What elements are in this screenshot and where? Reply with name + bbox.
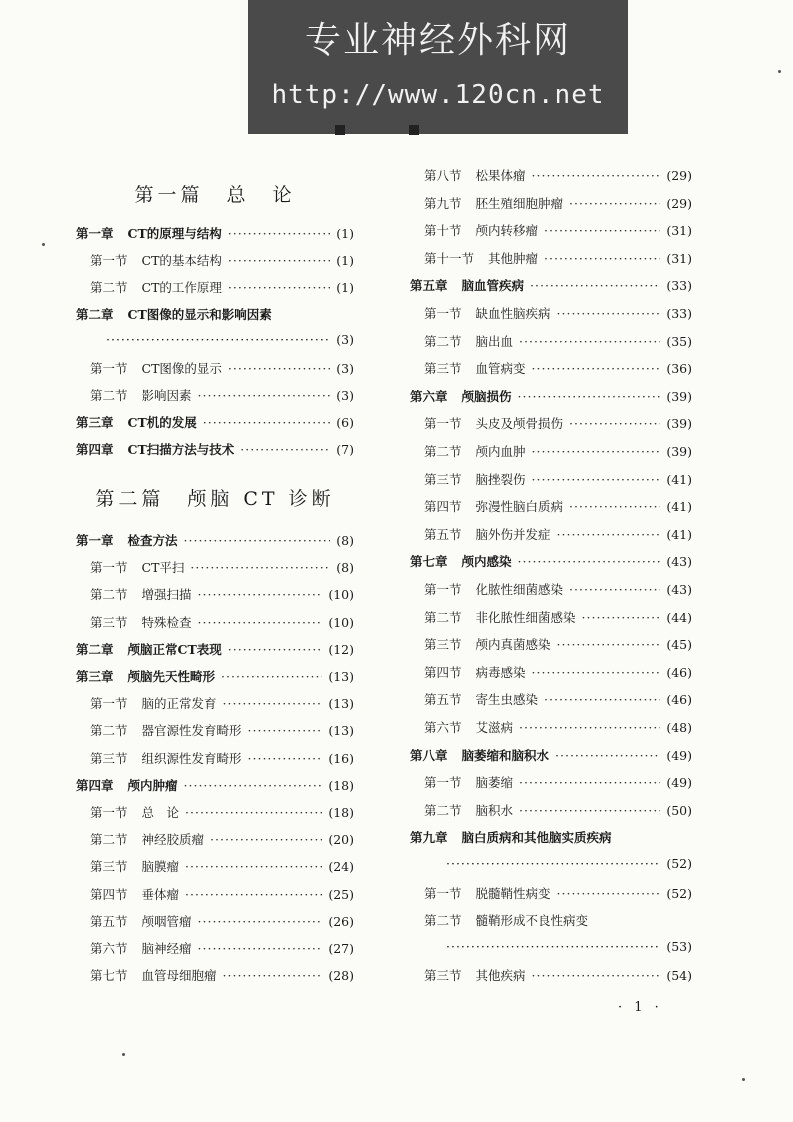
toc-title: 总 论 [141,805,180,820]
toc-section[interactable] [410,911,692,929]
toc-title: 颅脑正常CT表现 [127,641,222,657]
toc-page: (39) [666,416,692,432]
toc-page: (10) [328,587,354,603]
leader-dots [228,642,323,657]
toc-number: 第三节 [424,968,462,984]
toc-title: 其他疾病 [475,968,526,984]
toc-chapter[interactable] [410,276,692,294]
toc-number: 第二章 [76,307,114,322]
toc-page: (13) [328,696,354,712]
leader-dots [240,442,330,457]
toc-title: 颅脑先天性畸形 [127,669,216,684]
toc-number: 第二节 [90,832,128,848]
toc-title: 颅咽管瘤 [141,913,192,929]
toc-chapter[interactable] [410,828,692,846]
toc-number: 第一节 [90,805,128,820]
leader-dots [532,472,661,487]
toc-number: 第三节 [424,637,462,653]
leader-dots [544,692,660,707]
toc-chapter[interactable] [76,413,354,431]
toc-number: 第五节 [90,913,128,929]
toc-page: (18) [328,777,354,793]
toc-title: 颅内血肿 [475,444,526,459]
toc-number: 第八节 [424,168,462,183]
toc-number: 第三节 [424,471,462,487]
leader-dots [221,669,322,684]
toc-number: 第一节 [424,306,462,321]
toc-number: 第二节 [424,333,462,349]
toc-section[interactable] [76,803,354,821]
toc-title: 血管病变 [475,361,526,377]
leader-dots [557,886,661,901]
toc-number: 第五节 [424,526,462,542]
toc-page: (13) [328,723,354,739]
toc-section[interactable] [410,690,692,708]
toc-page: (43) [666,582,692,597]
toc-title: 神经胶质瘤 [141,832,205,848]
leader-dots [569,499,660,514]
scan-speck [778,70,781,73]
toc-section[interactable] [76,251,354,269]
toc-number: 第六章 [410,388,448,404]
toc-page: (13) [328,669,354,684]
toc-title: CT的工作原理 [141,280,222,295]
toc-chapter[interactable] [410,746,692,764]
leader-dots [198,914,323,929]
leader-dots [557,306,661,321]
toc-page: (41) [666,499,692,515]
toc-title: CT机的发展 [127,415,197,430]
toc-title: CT的基本结构 [141,253,222,268]
toc-title: 器官源性发育畸形 [141,723,242,739]
toc-title: 其他肿瘤 [488,250,539,266]
toc-section[interactable] [76,830,354,848]
leader-dots [532,665,661,680]
toc-page: (16) [328,750,354,766]
toc-section[interactable] [410,884,692,902]
toc-title: 化脓性细菌感染 [475,582,564,597]
leader-dots [518,389,661,404]
leader-dots [555,748,660,763]
toc-number: 第十一节 [424,250,475,266]
toc-chapter[interactable] [76,776,354,794]
toc-number: 第一节 [424,416,462,432]
toc-title: 脑出血 [475,333,514,349]
toc-section[interactable] [410,580,692,598]
toc-number: 第四章 [76,442,114,457]
toc-title: CT扫描方法与技术 [127,442,235,457]
leader-dots [569,416,660,431]
toc-section[interactable] [76,359,354,377]
toc-page: (12) [328,641,354,657]
toc-page: (49) [666,747,692,763]
leader-dots [519,720,660,735]
toc-title: 头皮及颅骨损伤 [475,416,564,432]
toc-number: 第三节 [90,750,128,766]
toc-title: 弥漫性脑白质病 [475,499,564,515]
toc-section[interactable] [410,442,692,460]
toc-section[interactable] [410,801,692,819]
toc-number: 第四节 [424,664,462,680]
toc-number: 第二节 [90,280,128,295]
toc-page: (39) [666,444,692,459]
toc-title: 脑血管疾病 [461,278,525,294]
toc-number: 第二节 [90,723,128,739]
part-heading: 第二篇 颅脑 CT 诊断 [95,488,335,510]
toc-chapter[interactable] [410,552,692,570]
toc-page: (31) [666,250,692,266]
leader-dots [190,560,330,575]
toc-continuation-line [410,856,692,871]
toc-section[interactable] [410,332,692,350]
leader-dots [557,527,661,542]
toc-section[interactable] [410,470,692,488]
toc-number: 第九章 [410,830,448,846]
toc-section[interactable] [410,966,692,984]
toc-section[interactable] [76,885,354,903]
toc-section[interactable] [76,749,354,767]
toc-page: (26) [328,913,354,929]
watermark-url: http://www.120cn.net [271,80,605,110]
toc-title: 颅内肿瘤 [127,777,178,793]
toc-title: 脑萎缩和脑积水 [461,747,550,763]
leader-dots [203,415,331,430]
leader-dots [569,196,660,211]
leader-dots [106,332,330,347]
leader-dots [198,941,323,956]
toc-page: (1) [336,253,354,268]
toc-page: (1) [336,280,354,295]
toc-title: 影响因素 [141,388,192,403]
toc-number: 第一节 [90,560,128,576]
toc-page: (36) [666,361,692,377]
toc-number: 第三节 [424,361,462,377]
toc-title: 增强扫描 [141,587,192,603]
toc-page: (8) [336,533,354,548]
toc-section[interactable] [410,249,692,267]
toc-section[interactable] [410,497,692,515]
toc-title: 艾滋病 [475,720,514,735]
toc-page: (46) [666,692,692,708]
toc-chapter[interactable] [76,531,354,549]
leader-dots [223,968,323,983]
toc-title: CT的原理与结构 [127,226,222,241]
toc-chapter[interactable] [76,440,354,458]
toc-number: 第一节 [90,696,128,712]
toc-section[interactable] [76,558,354,576]
toc-page: (28) [328,968,354,984]
toc-page: (31) [666,223,692,239]
toc-section[interactable] [76,721,354,739]
toc-title: 脑萎缩 [475,775,514,791]
toc-title: 寄生虫感染 [475,692,539,708]
toc-title: 脑积水 [475,802,514,818]
toc-number: 第一节 [90,253,128,268]
toc-title: 胚生殖细胞肿瘤 [475,195,564,211]
toc-page: (48) [666,720,692,735]
leader-dots [228,253,330,268]
leader-dots [569,582,660,597]
toc-page: (18) [328,805,354,820]
toc-number: 第二节 [90,388,128,403]
leader-dots [198,615,323,630]
toc-title: 脑膜瘤 [141,859,180,875]
toc-number: 第二节 [424,913,462,929]
toc-title: 颅内转移瘤 [475,223,539,239]
toc-section[interactable] [76,613,354,631]
toc-section[interactable] [76,278,354,296]
toc-section[interactable] [410,304,692,322]
toc-page: (39) [666,388,692,404]
toc-section[interactable] [76,386,354,404]
covered-heading-remnant [325,125,435,135]
toc-title: 垂体瘤 [141,886,180,902]
toc-page: (29) [666,168,692,183]
toc-title: 颅内感染 [461,554,512,570]
toc-number: 第三章 [76,415,114,430]
toc-title: 髓鞘形成不良性病变 [475,913,589,929]
toc-number: 第十节 [424,223,462,239]
toc-page: (45) [666,637,692,653]
toc-number: 第三节 [90,859,128,875]
toc-section[interactable] [410,166,692,184]
toc-number: 第四节 [424,499,462,515]
toc-title: 颅内真菌感染 [475,637,551,653]
leader-dots [228,280,330,295]
toc-section[interactable] [410,718,692,736]
leader-dots [532,168,661,183]
toc-section[interactable] [76,694,354,712]
toc-number: 第二章 [76,641,114,657]
toc-number: 第七章 [410,554,448,570]
toc-number: 第七节 [90,968,128,984]
toc-chapter[interactable] [76,640,354,658]
leader-dots [185,859,322,874]
toc-page: (41) [666,471,692,487]
toc-section[interactable] [410,773,692,791]
toc-page: (10) [328,614,354,630]
toc-number: 第二节 [90,587,128,603]
toc-title: 脑神经瘤 [141,941,192,956]
toc-section[interactable] [410,359,692,377]
toc-page: (41) [666,526,692,542]
leader-dots [184,533,331,548]
toc-section[interactable] [76,857,354,875]
leader-dots [532,444,661,459]
leader-dots [557,637,661,652]
leader-dots [519,775,660,790]
toc-title: 非化脓性细菌感染 [475,609,576,625]
toc-number: 第一节 [90,361,128,376]
page-number: · 1 · [618,1000,663,1015]
toc-title: CT图像的显示和影响因素 [127,307,272,322]
scan-speck [42,243,45,246]
toc-page: (25) [328,886,354,902]
toc-page: (29) [666,195,692,211]
leader-dots [544,223,660,238]
toc-number: 第八章 [410,747,448,763]
toc-page: (46) [666,664,692,680]
leader-dots [185,805,322,820]
watermark-banner [248,0,628,134]
toc-number: 第五节 [424,692,462,708]
toc-title: 脑的正常发育 [141,696,217,712]
leader-dots [198,587,323,602]
toc-title: 松果体瘤 [475,168,526,183]
toc-title: 脑白质病和其他脑实质疾病 [461,830,612,846]
leader-dots [518,554,661,569]
toc-page: (20) [328,832,354,848]
toc-page: (3) [336,361,354,376]
toc-number: 第六节 [424,720,462,735]
toc-page: (52) [666,885,692,901]
toc-title: 颅脑损伤 [461,388,512,404]
toc-number: 第九节 [424,195,462,211]
leader-dots [544,251,660,266]
toc-title: 组织源性发育畸形 [141,750,242,766]
toc-section[interactable] [410,608,692,626]
toc-page: (24) [328,859,354,875]
leader-dots [519,803,660,818]
toc-chapter[interactable] [76,224,354,242]
leader-dots [446,939,660,954]
toc-title: 缺血性脑疾病 [475,306,551,321]
toc-title: 检查方法 [127,533,178,548]
leader-dots [184,778,323,793]
toc-page: (7) [336,442,354,457]
leader-dots [530,278,660,293]
toc-page: (3) [336,332,354,347]
toc-title: 脑外伤并发症 [475,526,551,542]
leader-dots [532,968,661,983]
toc-title: 血管母细胞瘤 [141,968,217,984]
toc-section[interactable] [76,912,354,930]
toc-number: 第一章 [76,226,114,241]
toc-number: 第二节 [424,444,462,459]
leader-dots [198,388,331,403]
toc-continuation-line [410,939,692,954]
toc-page: (44) [666,609,692,625]
leader-dots [446,856,660,871]
leader-dots [248,723,323,738]
toc-number: 第一节 [424,582,462,597]
leader-dots [228,361,330,376]
toc-page: (35) [666,333,692,349]
toc-page: (54) [666,968,692,984]
leader-dots [223,696,323,711]
toc-number: 第一章 [76,533,114,548]
leader-dots [582,610,661,625]
toc-section[interactable] [76,966,354,984]
toc-page: (49) [666,775,692,791]
toc-continuation-line [76,332,354,347]
toc-section[interactable] [410,414,692,432]
toc-title: 脱髓鞘性病变 [475,885,551,901]
toc-number: 第四节 [90,886,128,902]
toc-section[interactable] [76,585,354,603]
toc-page: (43) [666,554,692,570]
leader-dots [532,361,661,376]
toc-section[interactable] [410,194,692,212]
toc-number: 第三章 [76,669,114,684]
part-heading: 第一篇 总 论 [134,184,296,206]
toc-title: 特殊检查 [141,614,192,630]
toc-page: (33) [666,278,692,294]
leader-dots [248,751,323,766]
leader-dots [185,887,322,902]
toc-section[interactable] [410,525,692,543]
toc-title: CT平扫 [141,560,185,576]
toc-number: 第三节 [90,614,128,630]
toc-number: 第五章 [410,278,448,294]
toc-page: (53) [666,938,692,954]
leader-dots [519,334,660,349]
toc-page: (8) [336,560,354,576]
toc-section[interactable] [410,663,692,681]
toc-section[interactable] [410,635,692,653]
toc-page: (27) [328,941,354,956]
toc-page: (33) [666,306,692,321]
toc-chapter[interactable] [410,387,692,405]
toc-section[interactable] [410,221,692,239]
toc-page: (50) [666,802,692,818]
toc-page: (1) [336,226,354,241]
toc-number: 第六节 [90,941,128,956]
scan-speck [742,1078,745,1081]
toc-number: 第一节 [424,885,462,901]
toc-page: (6) [336,415,354,430]
toc-title: 病毒感染 [475,664,526,680]
toc-title: 脑挫裂伤 [475,471,526,487]
toc-title: CT图像的显示 [141,361,222,376]
toc-number: 第四章 [76,777,114,793]
watermark-title: 专业神经外科网 [304,20,571,61]
scan-speck [122,1053,125,1056]
leader-dots [210,832,322,847]
toc-number: 第二节 [424,802,462,818]
toc-page: (52) [666,856,692,871]
toc-page: (3) [336,388,354,403]
toc-number: 第一节 [424,775,462,791]
toc-number: 第二节 [424,609,462,625]
toc-chapter[interactable] [76,667,354,685]
toc-section[interactable] [76,939,354,957]
toc-chapter[interactable] [76,305,354,323]
leader-dots [228,226,331,241]
